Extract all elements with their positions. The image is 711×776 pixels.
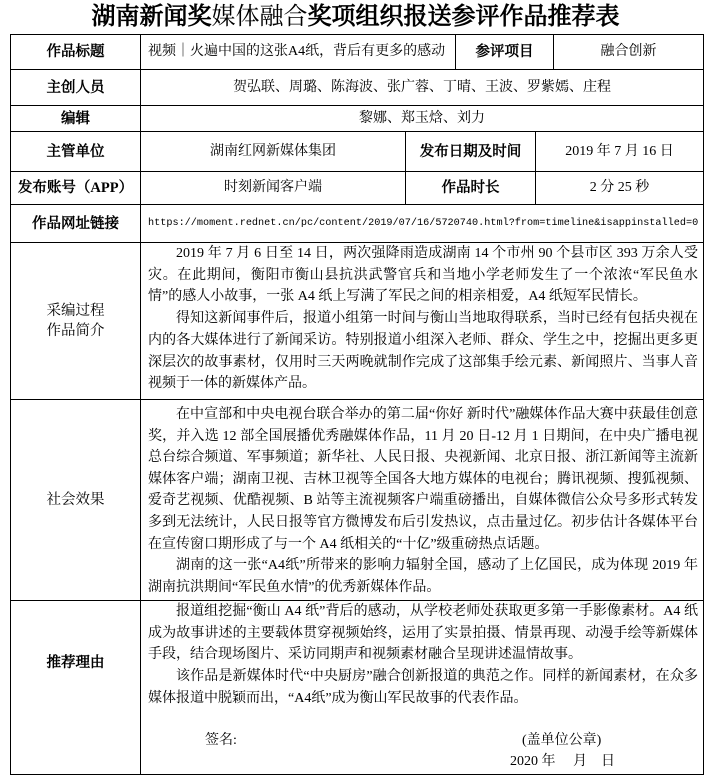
process-paragraph: 得知这新闻事件后，报道小组第一时间与衡山当地取得联系，当时已经有包括央视在内的各大媒体进行了新闻采访。特别报道小组深入老师、群众、学生之中，挖掘出更多更深层次的故事素材，仅用时三天两晚就制作完成了这部集手绘元素、新闻照片、当事人音视频于一体的新媒体产品。 [148,311,698,392]
recommendation-form-table [10,34,704,775]
url-label: 作品网址链接 [11,205,141,243]
creators-value: 贺弘联、周璐、陈海波、张广蓉、丁晴、王波、罗紫嫣、庄程 [141,70,704,106]
title-segment-form-name: 奖项组织报送参评作品推荐表 [307,4,620,30]
title-segment-media-fusion: 媒体融合 [211,4,308,30]
editors-value: 黎娜、郑玉焓、刘力 [141,106,704,132]
row-creators [11,70,704,106]
creators-label: 主创人员 [11,70,141,106]
row-process [11,243,704,400]
work-title-label: 作品标题 [11,35,141,70]
row-work-title [11,35,704,70]
row-url [11,205,704,243]
row-account [11,172,704,205]
seal-note: (盖单位公章) [522,733,602,748]
document-title [0,0,711,34]
supervisor-label: 主管单位 [11,132,141,172]
effect-paragraph: 湖南的这一张“A4纸”所带来的影响力辐射全国，感动了上亿国民，成为体现 2019 年湖南抗洪期间“军民鱼水情”的优秀新媒体作品。 [148,558,698,595]
publish-time-label: 发布日期及时间 [406,132,536,172]
duration-value: 2 分 25 秒 [536,172,704,205]
reason-label: 推荐理由 [11,601,141,775]
process-label [11,243,141,400]
url-value: https://moment.rednet.cn/pc/content/2019/07/16/5720740.html?from=timeline&isappinstalled=0 [141,205,704,243]
account-value: 时刻新闻客户端 [141,172,406,205]
reason-content [141,601,704,775]
sign-date: 2020 年 月 日 [510,754,615,769]
process-label-line: 采编过程 [46,303,105,319]
effect-content [141,400,704,601]
row-supervisor [11,132,704,172]
row-editors [11,106,704,132]
process-content [141,243,704,400]
signature-label: 签名: [205,733,237,748]
account-label: 发布账号（APP） [11,172,141,205]
category-label: 参评项目 [456,35,554,70]
supervisor-value: 湖南红网新媒体集团 [141,132,406,172]
work-title-value: 视频｜火遍中国的这张A4纸，背后有更多的感动 [141,35,456,70]
reason-paragraph: 报道组挖掘“衡山 A4 纸”背后的感动，从学校老师处获取更多第一手影像素材。A4 纸成为故事讲述的主要载体贯穿视频始终，运用了实景拍摄、情景再现、动漫手绘等新媒体手段，结合现场图片、采访同期声和视频素材融合呈现讲述温情故事。 [148,604,698,663]
title-segment-award: 湖南新闻奖 [91,4,212,30]
publish-time-value: 2019 年 7 月 16 日 [536,132,704,172]
process-label-line: 作品简介 [46,323,105,339]
row-effect [11,400,704,601]
reason-paragraph: 该作品是新媒体时代“中央厨房”融合创新报道的典范之作。同样的新闻素材，在众多媒体报道中脱颖而出，“A4纸”成为衡山军民故事的代表作品。 [148,669,698,706]
editors-label: 编辑 [11,106,141,132]
process-paragraph: 2019 年 7 月 6 日至 14 日，两次强降雨造成湖南 14 个市州 90 个县市区 393 万余人受灾。在此期间，衡阳市衡山县抗洪武警官兵和当地小学老师发生了一个浓浓“军民鱼水情”的感人小故事，一张 A4 纸上写满了军民之间的相亲相爱，A4 纸短军民情长。 [148,246,698,305]
row-reason [11,601,704,775]
duration-label: 作品时长 [406,172,536,205]
effect-label: 社会效果 [11,400,141,601]
category-value: 融合创新 [554,35,704,70]
effect-paragraph: 在中宣部和中央电视台联合举办的第二届“你好 新时代”融媒体作品大赛中获最佳创意奖，并入选 12 部全国展播优秀融媒体作品，11 月 20 日-12 月 1 日期间，在中央广播电视总台综合频道、军事频道；新华社、人民日报、央视新闻、北京日报、浙江新闻等主流新媒体客户端；湖南卫视、吉林卫视等全国各大地方媒体的电视台；腾讯视频、搜狐视频、爱奇艺视频、优酷视频、B 站等主流视频客户端重磅播出，自媒体微信公众号多形式转发多到无法统计，人民日报等官方微博发布后引发热议，点击量过亿。初步估计各媒体平台在宣传窗口期形成了与一个 A4 纸相关的“十亿”级重磅热点话题。 [148,407,698,552]
